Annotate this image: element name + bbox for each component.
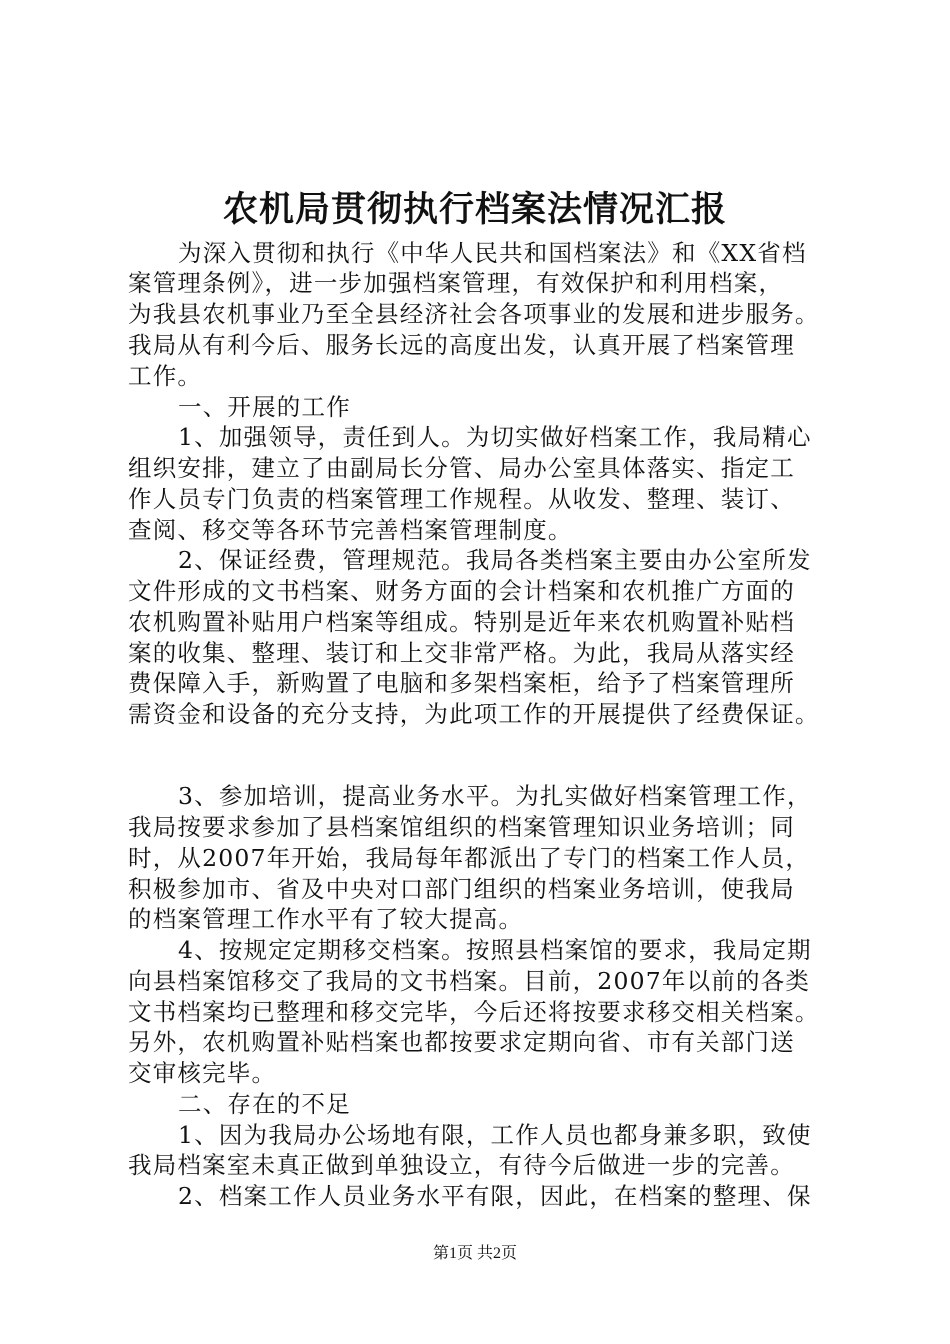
body-line: 向县档案馆移交了我局的文书档案。目前，2007年以前的各类 xyxy=(128,967,811,995)
body-line: 案管理条例》，进一步加强档案管理，有效保护和利用档案， xyxy=(128,269,784,297)
document-title: 农机局贯彻执行档案法情况汇报 xyxy=(222,189,727,230)
body-line: 农机购置补贴用户档案等组成。特别是近年来农机购置补贴档 xyxy=(128,608,795,636)
body-line: 作人员专门负责的档案管理工作规程。从收发、整理、装订、 xyxy=(128,485,795,513)
body-line: 案的收集、整理、装订和上交非常严格。为此，我局从落实经 xyxy=(128,639,795,667)
body-line: 1、加强领导，责任到人。为切实做好档案工作，我局精心 xyxy=(178,423,812,451)
section-heading: 二、存在的不足 xyxy=(178,1090,351,1118)
body-line: 2、保证经费，管理规范。我局各类档案主要由办公室所发 xyxy=(178,546,812,574)
body-line: 费保障入手，新购置了电脑和多架档案柜，给予了档案管理所 xyxy=(128,669,795,697)
body-line: 工作。 xyxy=(128,362,203,390)
body-line: 为深入贯彻和执行《中华人民共和国档案法》和《XX省档 xyxy=(178,239,807,267)
body-line: 积极参加市、省及中央对口部门组织的档案业务培训，使我局 xyxy=(128,875,795,903)
body-line: 组织安排，建立了由副局长分管、局办公室具体落实、指定工 xyxy=(128,454,795,482)
body-line: 我局档案室未真正做到单独设立，有待今后做进一步的完善。 xyxy=(128,1151,795,1179)
body-line: 我局按要求参加了县档案馆组织的档案管理知识业务培训；同 xyxy=(128,813,795,841)
body-line: 我局从有利今后、服务长远的高度出发，认真开展了档案管理 xyxy=(128,331,795,359)
body-line: 文书档案均已整理和移交完毕，今后还将按要求移交相关档案。 xyxy=(128,998,820,1026)
body-line: 另外，农机购置补贴档案也都按要求定期向省、市有关部门送 xyxy=(128,1028,795,1056)
body-line: 查阅、移交等各环节完善档案管理制度。 xyxy=(128,516,573,544)
body-line: 文件形成的文书档案、财务方面的会计档案和农机推广方面的 xyxy=(128,577,795,605)
body-line: 时，从2007年开始，我局每年都派出了专门的档案工作人员， xyxy=(128,844,811,872)
body-line: 为我县农机事业乃至全县经济社会各项事业的发展和进步服务。 xyxy=(128,300,820,328)
body-line: 的档案管理工作水平有了较大提高。 xyxy=(128,905,524,933)
page-number: 第1页 共2页 xyxy=(432,1245,517,1262)
body-line: 需资金和设备的充分支持，为此项工作的开展提供了经费保证。 xyxy=(128,700,820,728)
body-line: 4、按规定定期移交档案。按照县档案馆的要求，我局定期 xyxy=(178,936,812,964)
body-line: 交审核完毕。 xyxy=(128,1059,277,1087)
body-line: 3、参加培训，提高业务水平。为扎实做好档案管理工作， xyxy=(178,782,812,810)
body-line: 1、因为我局办公场地有限，工作人员也都身兼多职，致使 xyxy=(178,1121,812,1149)
body-line: 2、档案工作人员业务水平有限，因此，在档案的整理、保 xyxy=(178,1182,812,1210)
section-heading: 一、开展的工作 xyxy=(178,393,351,421)
